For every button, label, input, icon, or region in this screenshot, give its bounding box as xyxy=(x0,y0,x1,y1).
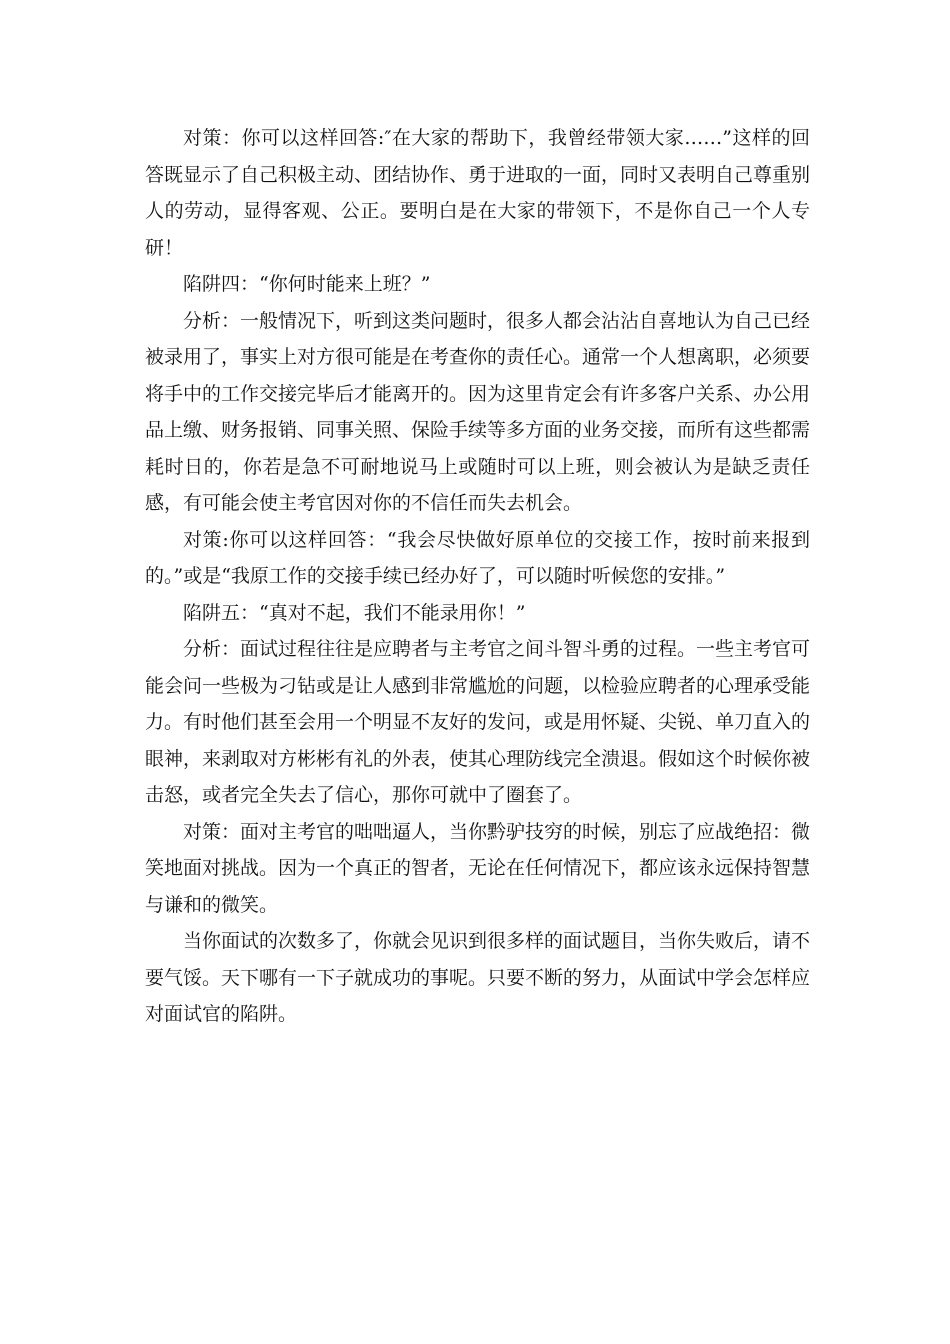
heading-trap-5: 陷阱五：“真对不起，我们不能录用你！” xyxy=(183,601,526,624)
paragraph-countermeasure-4: 对策:你可以这样回答：“我会尽快做好原单位的交接工作，按时前来报到的。”或是“我原工作的交接手续已经办好了，可以随时听候您的安排。” xyxy=(145,528,810,587)
paragraph-countermeasure-3: 对策：你可以这样回答:″在大家的帮助下，我曾经带领大家……”这样的回答既显示了自己积极主动、团结协作、勇于进取的一面，同时又表明自己尊重别人的劳动，显得客观、公正。要明白是在大家的带领下，不是你自己一个人专研！ xyxy=(145,127,811,259)
document-body xyxy=(145,120,810,1033)
paragraph-analysis-4: 分析：一般情况下，听到这类问题时，很多人都会沾沾自喜地认为自己已经被录用了，事实上对方很可能是在考查你的责任心。通常一个人想离职，必须要将手中的工作交接完毕后才能离开的。因为这里肯定会有许多客户关系、办公用品上缴、财务报销、同事关照、保险手续等多方面的业务交接，而所有这些都需耗时日的，你若是急不可耐地说马上或随时可以上班，则会被认为是缺乏责任感，有可能会使主考官因对你的不信任而失去机会。 xyxy=(145,309,811,514)
paragraph-countermeasure-5: 对策：面对主考官的咄咄逼人，当你黔驴技穷的时候，别忘了应战绝招：微笑地面对挑战。因为一个真正的智者，无论在任何情况下，都应该永远保持智慧与谦和的微笑。 xyxy=(145,820,811,916)
heading-trap-4: 陷阱四：“你何时能来上班？” xyxy=(183,273,431,295)
paragraph-conclusion: 当你面试的次数多了，你就会见识到很多样的面试题目，当你失败后，请不要气馁。天下哪有一下子就成功的事呢。只要不断的努力，从面试中学会怎样应对面试官的陷阱。 xyxy=(145,930,811,1025)
paragraph-analysis-5: 分析：面试过程往往是应聘者与主考官之间斗智斗勇的过程。一些主考官可能会问一些极为刁钻或是让人感到非常尴尬的问题，以检验应聘者的心理承受能力。有时他们甚至会用一个明显不友好的发问，或是用怀疑、尖锐、单刀直入的眼神，来剥取对方彬彬有礼的外表，使其心理防线完全溃退。假如这个时候你被击怒，或者完全失去了信心，那你可就中了圈套了。 xyxy=(145,638,811,806)
